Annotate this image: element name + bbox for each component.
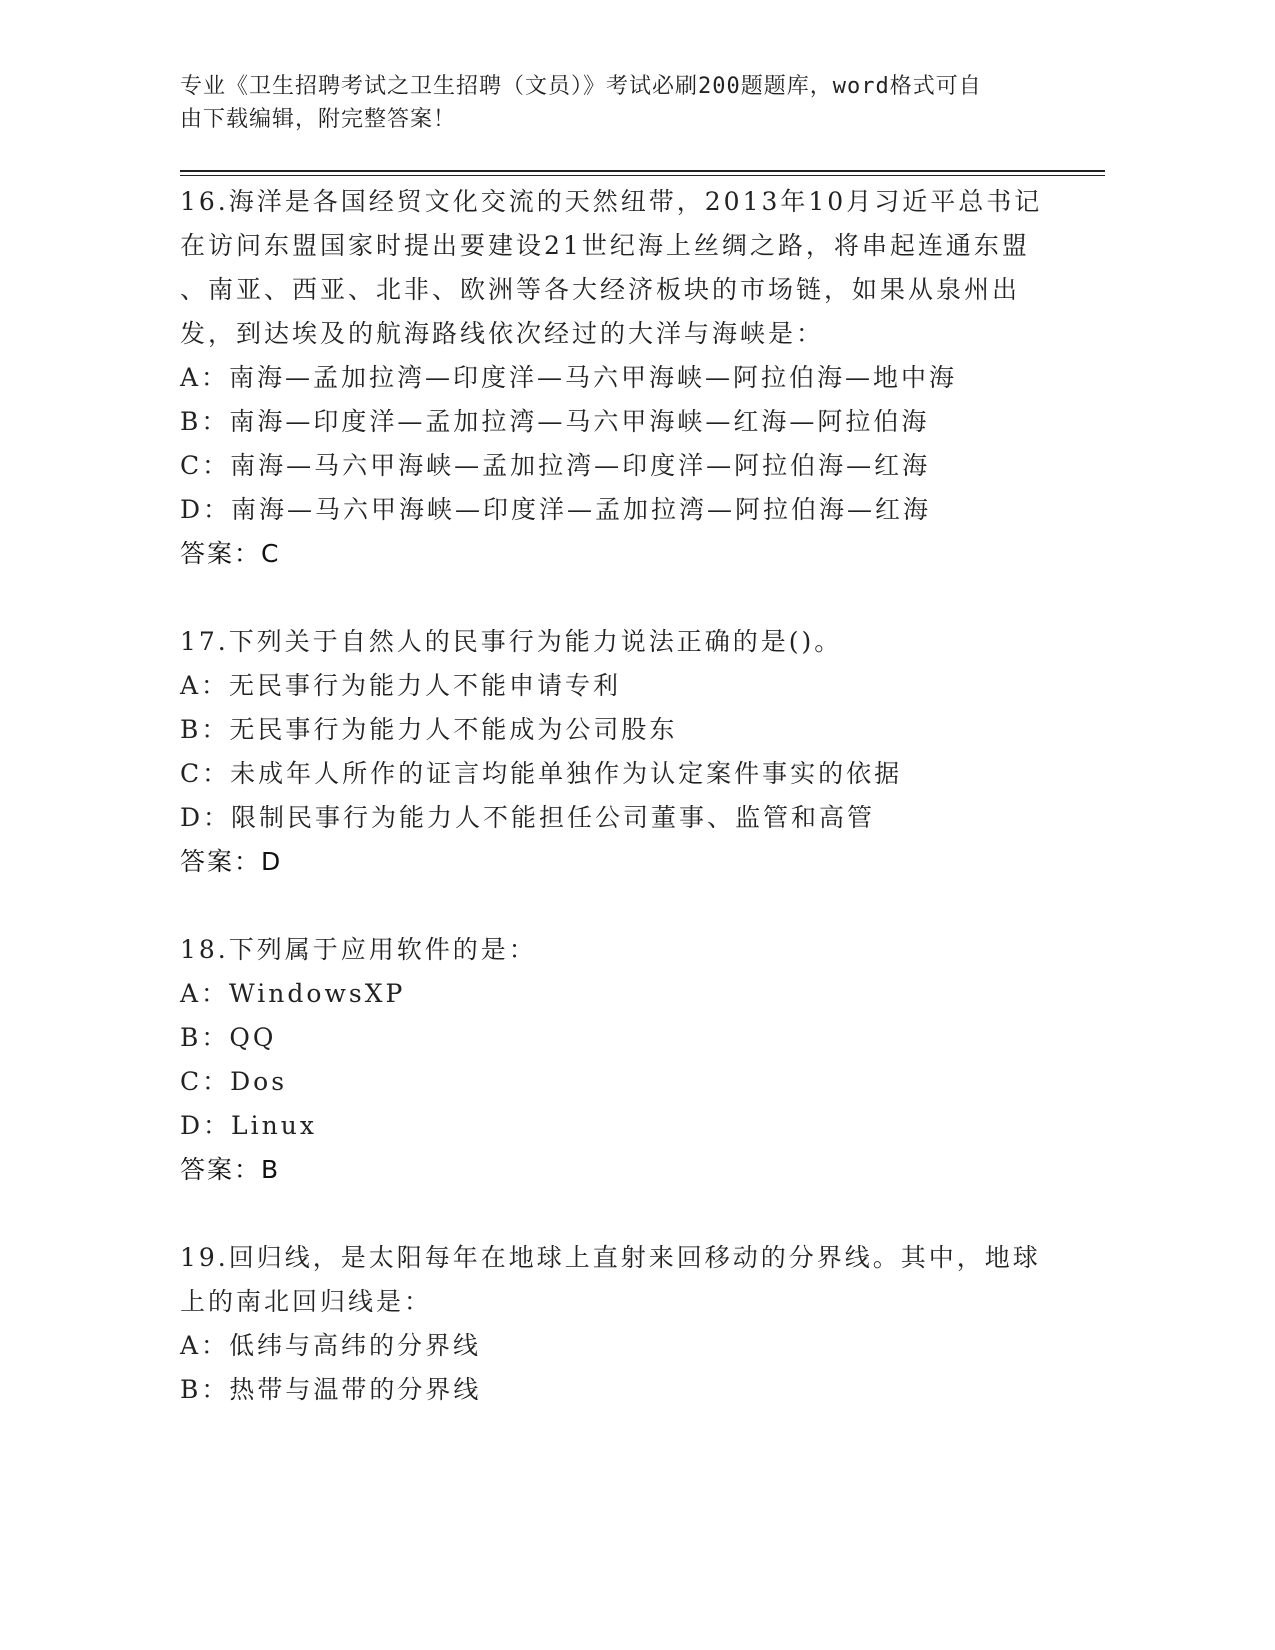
stem-line: 18.下列属于应用软件的是： bbox=[180, 935, 537, 964]
question-19 bbox=[180, 1236, 1060, 1412]
question-18 bbox=[180, 928, 1060, 1192]
stem-line: 发，到达埃及的航海路线依次经过的大洋与海峡是： bbox=[180, 319, 825, 348]
option-d: D：限制民事行为能力人不能担任公司董事、监管和高管 bbox=[180, 803, 876, 832]
question-spacer bbox=[180, 576, 1060, 620]
header-line-1: 专业《卫生招聘考试之卫生招聘（文员）》考试必刷200题题库，word格式可自 bbox=[180, 74, 982, 99]
stem-line: 19.回归线，是太阳每年在地球上直射来回移动的分界线。其中，地球 bbox=[180, 1243, 1041, 1272]
question-stem bbox=[180, 180, 1060, 356]
question-stem bbox=[180, 928, 1060, 972]
question-stem bbox=[180, 620, 1060, 664]
question-list bbox=[180, 180, 1060, 1412]
stem-line: 在访问东盟国家时提出要建设21世纪海上丝绸之路，将串起连通东盟 bbox=[180, 231, 1030, 260]
option-a: A：南海—孟加拉湾—印度洋—马六甲海峡—阿拉伯海—地中海 bbox=[180, 363, 958, 392]
stem-line: 、南亚、西亚、北非、欧洲等各大经济板块的市场链，如果从泉州出 bbox=[180, 275, 1021, 304]
option-a: A：WindowsXP bbox=[180, 979, 406, 1008]
document-header bbox=[180, 70, 1060, 136]
question-stem bbox=[180, 1236, 1060, 1324]
answer-label: 答案：C bbox=[180, 539, 281, 568]
option-b: B：热带与温带的分界线 bbox=[180, 1375, 482, 1404]
option-d: D：Linux bbox=[180, 1111, 317, 1140]
option-a: A：低纬与高纬的分界线 bbox=[180, 1331, 482, 1360]
header-divider-thick bbox=[180, 170, 1105, 172]
stem-line: 上的南北回归线是： bbox=[180, 1287, 433, 1316]
option-b: B：QQ bbox=[180, 1023, 277, 1052]
answer-label: 答案：B bbox=[180, 1155, 281, 1184]
option-c: C：Dos bbox=[180, 1067, 288, 1096]
option-d: D：南海—马六甲海峡—印度洋—孟加拉湾—阿拉伯海—红海 bbox=[180, 495, 932, 524]
header-divider-thin bbox=[180, 175, 1105, 176]
question-spacer bbox=[180, 1192, 1060, 1236]
stem-line: 16.海洋是各国经贸文化交流的天然纽带，2013年10月习近平总书记 bbox=[180, 187, 1043, 216]
option-c: C：南海—马六甲海峡—孟加拉湾—印度洋—阿拉伯海—红海 bbox=[180, 451, 931, 480]
option-b: B：南海—印度洋—孟加拉湾—马六甲海峡—红海—阿拉伯海 bbox=[180, 407, 930, 436]
option-c: C：未成年人所作的证言均能单独作为认定案件事实的依据 bbox=[180, 759, 903, 788]
option-b: B：无民事行为能力人不能成为公司股东 bbox=[180, 715, 678, 744]
option-a: A：无民事行为能力人不能申请专利 bbox=[180, 671, 622, 700]
answer-label: 答案：D bbox=[180, 847, 283, 876]
stem-line: 17.下列关于自然人的民事行为能力说法正确的是()。 bbox=[180, 627, 843, 656]
question-16 bbox=[180, 180, 1060, 576]
question-spacer bbox=[180, 884, 1060, 928]
question-17 bbox=[180, 620, 1060, 884]
header-line-2: 由下载编辑，附完整答案！ bbox=[180, 107, 457, 132]
